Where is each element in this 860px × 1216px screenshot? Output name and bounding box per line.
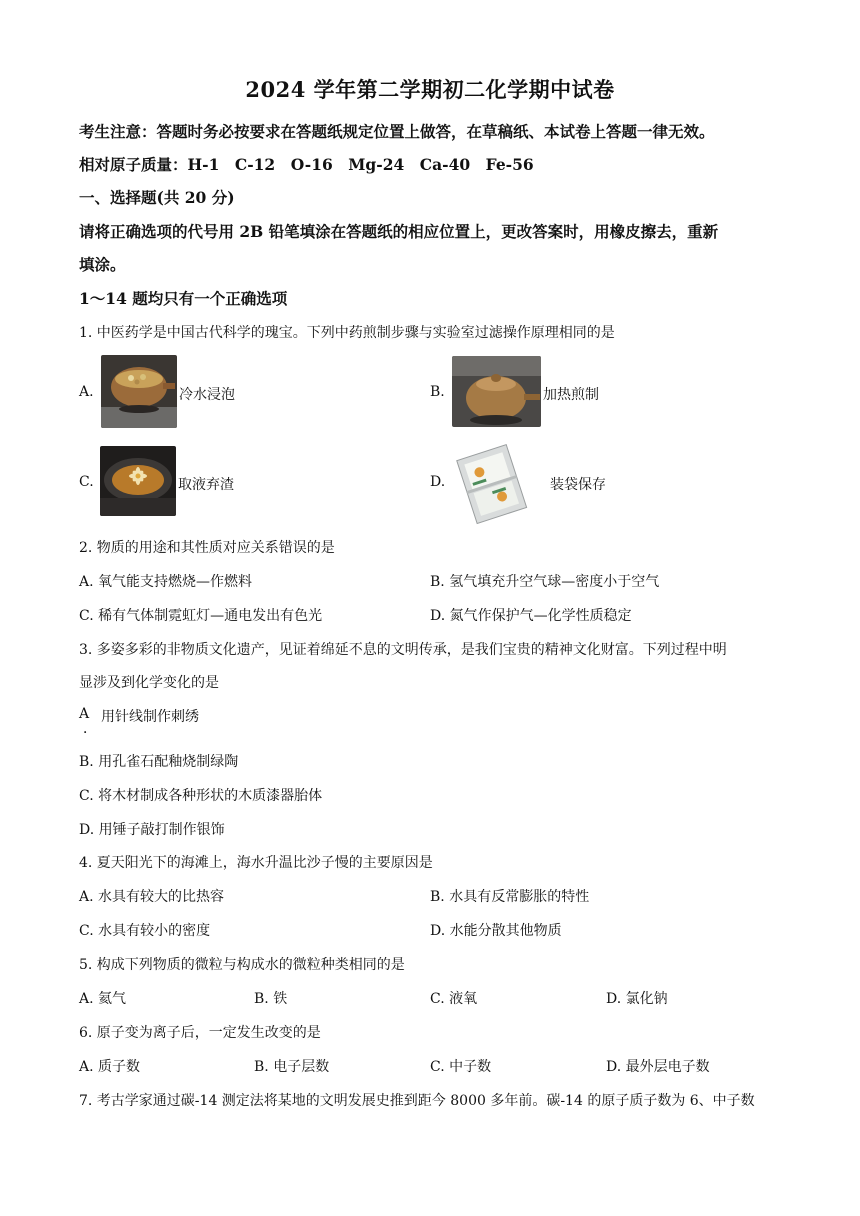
q1-option-d-text: 装袋保存 xyxy=(550,477,606,493)
q1-option-c-picture xyxy=(100,446,176,516)
section-subheading: 1～14 题均只有一个正确选项 xyxy=(79,289,288,308)
q2-option-b: B. 氢气填充升空气球—密度小于空气 xyxy=(430,574,660,590)
q6-option-c: C. 中子数 xyxy=(430,1059,492,1075)
q1-stem: 1. 中医药学是中国古代科学的瑰宝。下列中药煎制步骤与实验室过滤操作原理相同的是 xyxy=(79,325,615,341)
q3-stem-line1: 3. 多姿多彩的非物质文化遗产，见证着绵延不息的文明传承，是我们宝贵的精神文化财富。下列过程中明 xyxy=(79,642,727,658)
q1-option-d-letter: D. xyxy=(430,474,446,490)
q4-option-d: D. 水能分散其他物质 xyxy=(430,923,562,939)
q3-option-a-dot: ． xyxy=(83,721,97,737)
q5-option-d: D. 氯化钠 xyxy=(606,991,668,1007)
q1-option-c-text: 取液弃渣 xyxy=(178,477,234,493)
q1-option-b-text: 加热煎制 xyxy=(543,387,599,403)
q1-option-a-letter: A. xyxy=(79,384,94,400)
q2-stem: 2. 物质的用途和其性质对应关系错误的是 xyxy=(79,540,335,556)
q2-option-a: A. 氧气能支持燃烧—作燃料 xyxy=(79,574,253,590)
q1-option-b-letter: B. xyxy=(430,384,445,400)
q1-option-a-text: 冷水浸泡 xyxy=(179,387,235,403)
q5-option-c: C. 液氧 xyxy=(430,991,478,1007)
q3-option-a-text: 用针线制作刺绣 xyxy=(101,709,199,725)
atomic-mass-line: 相对原子质量：H-1 C-12 O-16 Mg-24 Ca-40 Fe-56 xyxy=(79,155,534,174)
q3-option-d: D. 用锤子敲打制作银饰 xyxy=(79,822,225,838)
q3-stem-line2: 显涉及到化学变化的是 xyxy=(79,675,219,691)
q4-option-b: B. 水具有反常膨胀的特性 xyxy=(430,889,590,905)
q6-option-d: D. 最外层电子数 xyxy=(606,1059,710,1075)
q1-option-b-picture xyxy=(452,356,541,427)
q3-option-a-letter: A xyxy=(79,706,90,722)
section-instruction-line1: 请将正确选项的代号用 2B 铅笔填涂在答题纸的相应位置上，更改答案时，用橡皮擦去，重新 xyxy=(79,222,719,241)
q5-stem: 5. 构成下列物质的微粒与构成水的微粒种类相同的是 xyxy=(79,957,405,973)
section-heading: 一、选择题(共 20 分) xyxy=(79,188,235,207)
section-instruction-line2: 填涂。 xyxy=(79,255,126,274)
q4-option-a: A. 水具有较大的比热容 xyxy=(79,889,225,905)
q2-option-d: D. 氮气作保护气—化学性质稳定 xyxy=(430,608,632,624)
q6-option-a: A. 质子数 xyxy=(79,1059,141,1075)
q4-option-c: C. 水具有较小的密度 xyxy=(79,923,211,939)
q5-option-a: A. 氦气 xyxy=(79,991,127,1007)
q2-option-c: C. 稀有气体制霓虹灯—通电发出有色光 xyxy=(79,608,323,624)
q3-option-b: B. 用孔雀石配釉烧制绿陶 xyxy=(79,754,239,770)
q5-option-b: B. 铁 xyxy=(254,991,288,1007)
q1-option-c-letter: C. xyxy=(79,474,94,490)
exam-title: 2024 学年第二学期初二化学期中试卷 xyxy=(245,77,615,102)
exam-notice: 考生注意：答题时务必按要求在答题纸规定位置上做答，在草稿纸、本试卷上答题一律无效。 xyxy=(79,122,715,141)
q6-stem: 6. 原子变为离子后，一定发生改变的是 xyxy=(79,1025,321,1041)
q6-option-b: B. 电子层数 xyxy=(254,1059,330,1075)
q3-option-c: C. 将木材制成各种形状的木质漆器胎体 xyxy=(79,788,323,804)
q1-option-a-picture xyxy=(101,355,177,428)
q7-stem: 7. 考古学家通过碳-14 测定法将某地的文明发展史推到距今 8000 多年前。碳-14 的原子质子数为 6、中子数 xyxy=(79,1093,755,1109)
q1-option-d-picture xyxy=(452,441,532,529)
q4-stem: 4. 夏天阳光下的海滩上，海水升温比沙子慢的主要原因是 xyxy=(79,855,433,871)
